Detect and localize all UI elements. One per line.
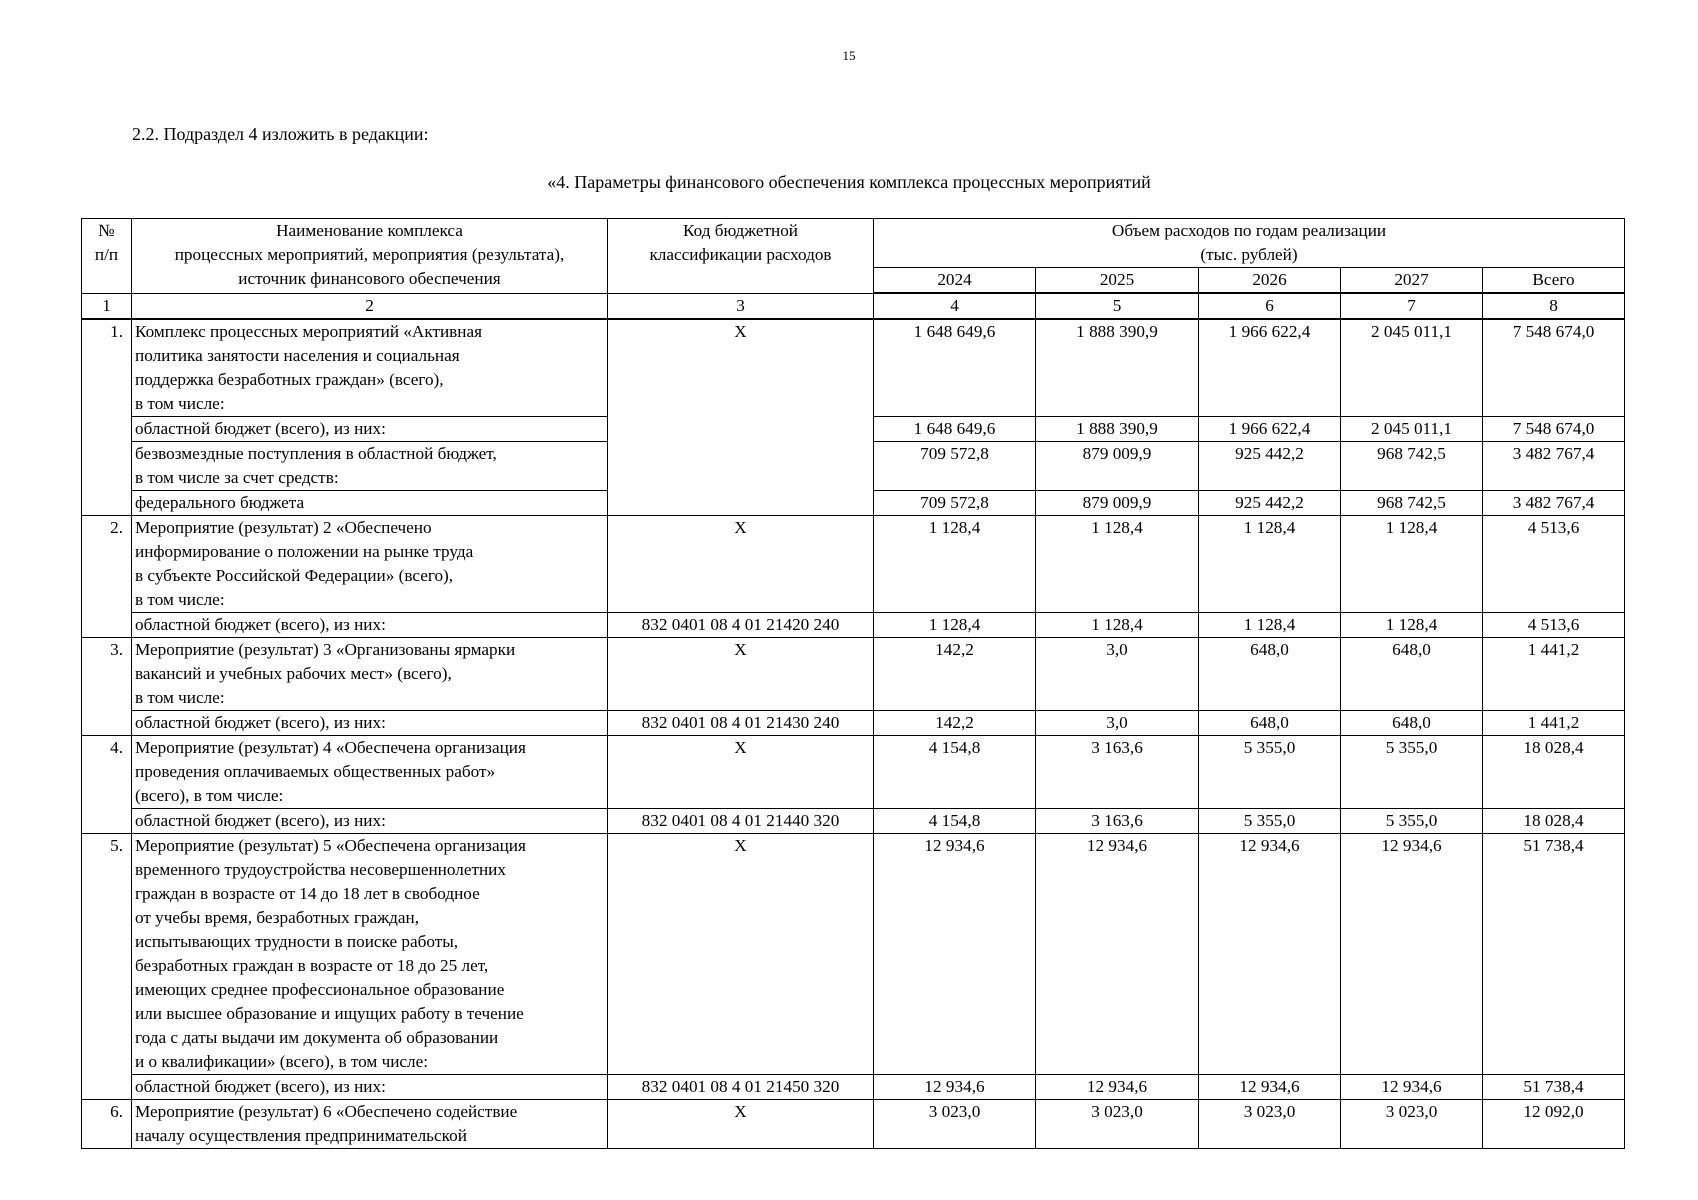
table-row	[82, 319, 1625, 417]
row-name-line: проведения оплачиваемых общественных работ»	[135, 762, 496, 781]
row-total-cell: 1 441,2	[1483, 711, 1625, 736]
table-row	[82, 711, 1625, 736]
row-name-line: от учебы время, безработных граждан,	[135, 908, 419, 927]
header-name-line1: Наименование комплекса	[276, 221, 463, 240]
budget-code-cell: X	[608, 1100, 874, 1149]
table-row	[82, 516, 1625, 613]
header-name-line2: процессных мероприятий, мероприятия (результата),	[174, 245, 565, 264]
row-year-value-cell: 1 128,4	[1199, 516, 1341, 613]
row-name-line: временного трудоустройства несовершеннолетних	[135, 860, 506, 879]
row-name-cell	[132, 442, 608, 491]
row-year-value-cell: 5 355,0	[1199, 736, 1341, 809]
header-code-line2: классификации расходов	[649, 245, 832, 264]
budget-code-cell: X	[608, 319, 874, 516]
row-name-line: безвозмездные поступления в областной бюджет,	[135, 444, 497, 463]
row-year-value-cell: 3 023,0	[1341, 1100, 1483, 1149]
row-name-line: Комплекс процессных мероприятий «Активная	[135, 322, 483, 341]
row-year-value-cell: 1 128,4	[1036, 516, 1199, 613]
header-year-cell: 2026	[1199, 268, 1341, 294]
header-year-cell: 2024	[874, 268, 1036, 294]
row-year-value-cell: 1 648 649,6	[874, 319, 1036, 417]
row-year-value-cell: 3 023,0	[1199, 1100, 1341, 1149]
row-total-cell: 18 028,4	[1483, 736, 1625, 809]
row-year-value-cell: 709 572,8	[874, 491, 1036, 516]
table-title: «4. Параметры финансового обеспечения комплекса процессных мероприятий	[547, 172, 1151, 192]
row-year-value-cell: 2 045 011,1	[1341, 417, 1483, 442]
header-num-line2: п/п	[94, 245, 119, 264]
row-name-line: областной бюджет (всего), из них:	[135, 419, 386, 438]
row-year-value-cell: 12 934,6	[1199, 834, 1341, 1075]
row-number-cell: 5.	[82, 834, 132, 1100]
row-year-value-cell: 3,0	[1036, 711, 1199, 736]
row-name-cell	[132, 638, 608, 711]
row-year-value-cell: 648,0	[1341, 638, 1483, 711]
header-volume-cell	[874, 219, 1625, 244]
row-name-line: Мероприятие (результат) 6 «Обеспечено содействие	[135, 1102, 518, 1121]
row-name-line: в том числе за счет средств:	[135, 468, 339, 487]
column-number-cell: 2	[132, 293, 608, 319]
row-name-line: безработных граждан в возрасте от 18 до 25 лет,	[135, 956, 489, 975]
row-year-value-cell: 925 442,2	[1199, 442, 1341, 491]
table-row	[82, 736, 1625, 809]
row-year-value-cell: 12 934,6	[874, 1075, 1036, 1100]
budget-code-cell: X	[608, 638, 874, 711]
row-year-value-cell: 1 128,4	[874, 613, 1036, 638]
budget-code-cell: X	[608, 736, 874, 809]
row-number-cell: 1.	[82, 319, 132, 516]
row-total-cell: 7 548 674,0	[1483, 319, 1625, 417]
row-name-line: информирование о положении на рынке труда	[135, 542, 474, 561]
row-number-cell: 2.	[82, 516, 132, 638]
row-total-cell: 4 513,6	[1483, 613, 1625, 638]
row-name-line: года с даты выдачи им документа об образовании	[135, 1028, 499, 1047]
row-year-value-cell: 12 934,6	[1199, 1075, 1341, 1100]
row-name-line: областной бюджет (всего), из них:	[135, 1077, 386, 1096]
row-total-cell: 18 028,4	[1483, 809, 1625, 834]
budget-code-cell: 832 0401 08 4 01 21440 320	[608, 809, 874, 834]
row-total-cell: 4 513,6	[1483, 516, 1625, 613]
row-name-line: в том числе:	[135, 590, 225, 609]
row-total-cell: 51 738,4	[1483, 834, 1625, 1075]
row-year-value-cell: 12 934,6	[1036, 1075, 1199, 1100]
header-name-cell	[132, 219, 608, 294]
table-row	[82, 834, 1625, 1075]
budget-code-cell: 832 0401 08 4 01 21420 240	[608, 613, 874, 638]
table-row	[82, 613, 1625, 638]
row-name-line: Мероприятие (результат) 4 «Обеспечена организация	[135, 738, 526, 757]
header-code-cell	[608, 219, 874, 294]
row-name-line: началу осуществления предпринимательской	[135, 1126, 467, 1145]
row-year-value-cell: 142,2	[874, 711, 1036, 736]
row-year-value-cell: 12 934,6	[874, 834, 1036, 1075]
row-name-line: в субъекте Российской Федерации» (всего),	[135, 566, 454, 585]
table-header	[82, 219, 1625, 320]
row-name-line: граждан в возрасте от 14 до 18 лет в свободное	[135, 884, 480, 903]
column-number-cell: 1	[82, 293, 132, 319]
row-name-line: и о квалификации» (всего), в том числе:	[135, 1052, 429, 1071]
row-year-value-cell: 1 128,4	[1036, 613, 1199, 638]
row-name-line: федерального бюджета	[135, 493, 305, 512]
header-num-cell	[82, 219, 132, 294]
row-name-cell	[132, 491, 608, 516]
row-name-cell	[132, 319, 608, 417]
row-year-value-cell: 648,0	[1199, 711, 1341, 736]
header-total-cell: Всего	[1483, 268, 1625, 294]
row-name-cell	[132, 1075, 608, 1100]
header-volume-line1: Объем расходов по годам реализации	[1111, 221, 1387, 240]
row-name-line: Мероприятие (результат) 5 «Обеспечена организация	[135, 836, 526, 855]
row-name-cell	[132, 711, 608, 736]
row-name-line: областной бюджет (всего), из них:	[135, 713, 386, 732]
row-year-value-cell: 5 355,0	[1199, 809, 1341, 834]
row-year-value-cell: 12 934,6	[1341, 834, 1483, 1075]
row-year-value-cell: 648,0	[1341, 711, 1483, 736]
row-year-value-cell: 5 355,0	[1341, 809, 1483, 834]
row-year-value-cell: 12 934,6	[1341, 1075, 1483, 1100]
row-year-value-cell: 1 128,4	[1341, 516, 1483, 613]
header-num-line1: №	[98, 221, 115, 240]
row-number-cell: 4.	[82, 736, 132, 834]
header-volume-unit-cell	[874, 243, 1625, 268]
row-year-value-cell: 5 355,0	[1341, 736, 1483, 809]
row-name-cell	[132, 834, 608, 1075]
budget-code-cell: X	[608, 834, 874, 1075]
intro-paragraph: 2.2. Подраздел 4 изложить в редакции:	[132, 124, 429, 144]
header-year-cell: 2025	[1036, 268, 1199, 294]
row-year-value-cell: 1 966 622,4	[1199, 319, 1341, 417]
row-year-value-cell: 3 023,0	[1036, 1100, 1199, 1149]
row-year-value-cell: 3 023,0	[874, 1100, 1036, 1149]
row-name-line: испытывающих трудности в поиске работы,	[135, 932, 459, 951]
table-body	[82, 319, 1625, 1149]
row-name-cell	[132, 736, 608, 809]
row-year-value-cell: 1 128,4	[1199, 613, 1341, 638]
column-number-cell: 3	[608, 293, 874, 319]
row-year-value-cell: 3 163,6	[1036, 736, 1199, 809]
header-name-line3: источник финансового обеспечения	[238, 269, 501, 288]
row-total-cell: 1 441,2	[1483, 638, 1625, 711]
row-name-line: (всего), в том числе:	[135, 786, 284, 805]
budget-code-cell: 832 0401 08 4 01 21430 240	[608, 711, 874, 736]
row-name-cell	[132, 417, 608, 442]
row-name-line: Мероприятие (результат) 2 «Обеспечено	[135, 518, 432, 537]
row-name-line: политика занятости населения и социальная	[135, 346, 460, 365]
budget-code-cell: 832 0401 08 4 01 21450 320	[608, 1075, 874, 1100]
header-volume-line2: (тыс. рублей)	[1200, 245, 1298, 264]
row-name-line: имеющих среднее профессиональное образование	[135, 980, 505, 999]
row-total-cell: 3 482 767,4	[1483, 491, 1625, 516]
row-year-value-cell: 1 966 622,4	[1199, 417, 1341, 442]
row-year-value-cell: 879 009,9	[1036, 442, 1199, 491]
row-number-cell: 3.	[82, 638, 132, 736]
table-row	[82, 638, 1625, 711]
row-total-cell: 51 738,4	[1483, 1075, 1625, 1100]
row-year-value-cell: 648,0	[1199, 638, 1341, 711]
row-total-cell: 7 548 674,0	[1483, 417, 1625, 442]
row-year-value-cell: 2 045 011,1	[1341, 319, 1483, 417]
row-year-value-cell: 968 742,5	[1341, 442, 1483, 491]
row-year-value-cell: 1 648 649,6	[874, 417, 1036, 442]
row-name-line: Мероприятие (результат) 3 «Организованы ярмарки	[135, 640, 516, 659]
row-year-value-cell: 879 009,9	[1036, 491, 1199, 516]
table-row	[82, 1100, 1625, 1149]
column-number-row	[82, 293, 1625, 319]
row-name-line: областной бюджет (всего), из них:	[135, 615, 386, 634]
column-number-cell: 6	[1199, 293, 1341, 319]
row-year-value-cell: 3 163,6	[1036, 809, 1199, 834]
row-year-value-cell: 1 128,4	[874, 516, 1036, 613]
row-number-cell: 6.	[82, 1100, 132, 1149]
row-name-line: в том числе:	[135, 688, 225, 707]
header-code-line1: Код бюджетной	[683, 221, 798, 240]
row-year-value-cell: 1 888 390,9	[1036, 417, 1199, 442]
column-number-cell: 4	[874, 293, 1036, 319]
row-year-value-cell: 12 934,6	[1036, 834, 1199, 1075]
row-year-value-cell: 925 442,2	[1199, 491, 1341, 516]
table-row	[82, 809, 1625, 834]
column-number-cell: 7	[1341, 293, 1483, 319]
row-year-value-cell: 4 154,8	[874, 809, 1036, 834]
row-year-value-cell: 142,2	[874, 638, 1036, 711]
row-total-cell: 3 482 767,4	[1483, 442, 1625, 491]
row-total-cell: 12 092,0	[1483, 1100, 1625, 1149]
row-year-value-cell: 709 572,8	[874, 442, 1036, 491]
table-row	[82, 1075, 1625, 1100]
row-name-cell	[132, 809, 608, 834]
row-year-value-cell: 1 128,4	[1341, 613, 1483, 638]
column-number-cell: 5	[1036, 293, 1199, 319]
row-name-cell	[132, 1100, 608, 1149]
row-name-cell	[132, 613, 608, 638]
column-number-cell: 8	[1483, 293, 1625, 319]
budget-code-cell: X	[608, 516, 874, 613]
row-year-value-cell: 968 742,5	[1341, 491, 1483, 516]
budget-table	[81, 218, 1625, 1149]
row-year-value-cell: 3,0	[1036, 638, 1199, 711]
row-name-cell	[132, 516, 608, 613]
row-name-line: в том числе:	[135, 394, 225, 413]
row-name-line: вакансий и учебных рабочих мест» (всего),	[135, 664, 452, 683]
row-name-line: областной бюджет (всего), из них:	[135, 811, 386, 830]
page-number: 15	[842, 48, 856, 63]
row-name-line: поддержка безработных граждан» (всего),	[135, 370, 444, 389]
header-year-cell: 2027	[1341, 268, 1483, 294]
row-year-value-cell: 1 888 390,9	[1036, 319, 1199, 417]
row-name-line: или высшее образование и ищущих работу в течение	[135, 1004, 524, 1023]
row-year-value-cell: 4 154,8	[874, 736, 1036, 809]
